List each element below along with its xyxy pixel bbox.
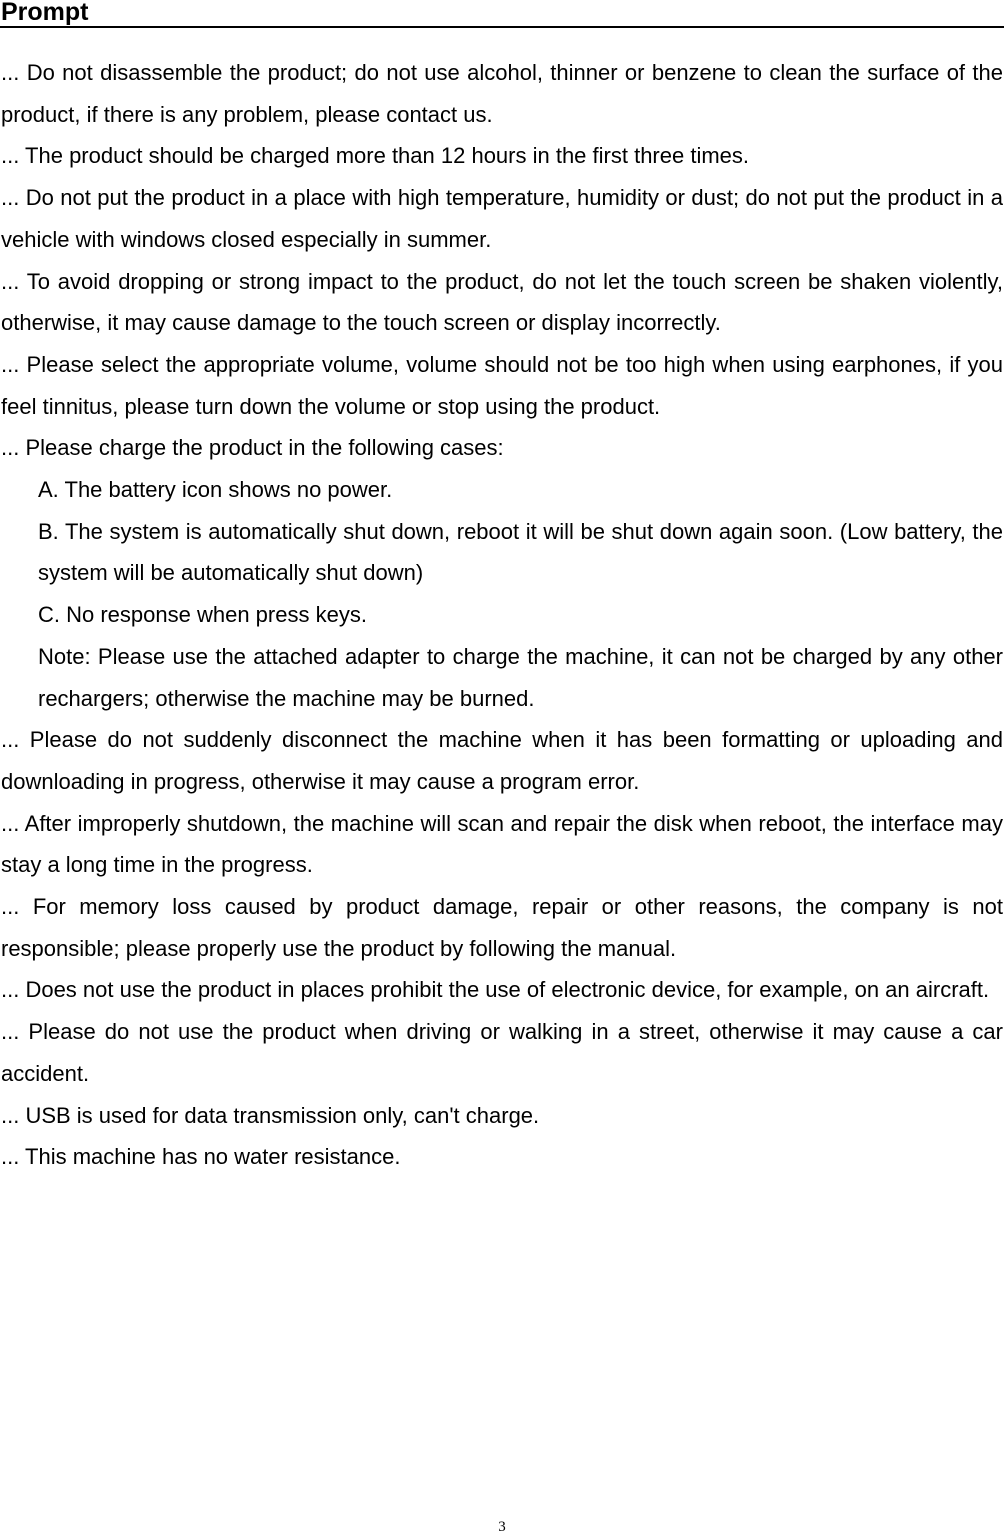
sub-list-item: A. The battery icon shows no power. — [38, 477, 393, 503]
list-item: ... Do not disassemble the product; do not use alcohol, thinner or benzene to clean the surface of the product, if there is any problem, please contact us. — [1, 60, 1003, 127]
list-item: ... After improperly shutdown, the machine will scan and repair the disk when reboot, the interface may stay a long time in the progress. — [1, 810, 1003, 878]
sub-list-item: C. No response when press keys. — [38, 602, 367, 628]
list-item: ... USB is used for data transmission only, can't charge. — [1, 1102, 540, 1128]
list-item: ... Please select the appropriate volume, volume should not be too high when using earphones, if you feel tinnitus, please turn down the volume or stop using the product. — [1, 351, 1003, 419]
page-number: 3 — [498, 1519, 506, 1535]
prompt-list — [1, 52, 1003, 1178]
list-item: ... For memory loss caused by product damage, repair or other reasons, the company is not responsible; please properly use the product by following the manual. — [1, 894, 1003, 961]
heading-rule — [0, 26, 1004, 28]
charging-note: Note: Please use the attached adapter to charge the machine, it can not be charged by any other rechargers; otherwise the machine may be burned. — [38, 643, 1003, 711]
list-item: ... Please do not suddenly disconnect the machine when it has been formatting or uploading and downloading in progress, otherwise it may cause a program error. — [1, 727, 1003, 794]
list-item: ... To avoid dropping or strong impact to the product, do not let the touch screen be shaken violently, otherwise, it may cause damage to the touch screen or display incorrectly. — [1, 268, 1003, 336]
page-heading: Prompt — [1, 0, 89, 26]
list-item: ... Please do not use the product when driving or walking in a street, otherwise it may cause a car accident. — [1, 1019, 1003, 1086]
list-item: ... Please charge the product in the following cases: — [1, 435, 504, 461]
sub-list-item: B. The system is automatically shut down, reboot it will be shut down again soon. (Low battery, the system will be automatically shut down) — [38, 518, 1003, 586]
list-item: ... This machine has no water resistance. — [1, 1144, 401, 1170]
list-item: ... Do not put the product in a place with high temperature, humidity or dust; do not put the product in a vehicle with windows closed especially in summer. — [1, 185, 1003, 252]
list-item: ... Does not use the product in places prohibit the use of electronic device, for example, on an aircraft. — [1, 977, 990, 1003]
list-item: ... The product should be charged more than 12 hours in the first three times. — [1, 143, 750, 169]
